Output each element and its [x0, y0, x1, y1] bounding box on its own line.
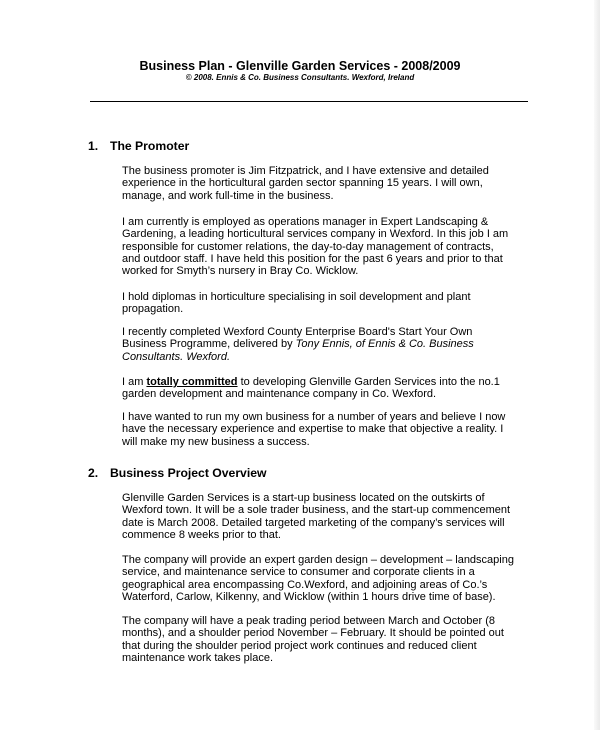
- paragraph-line: [122, 338, 532, 350]
- page-edge-shadow: [594, 0, 600, 730]
- paragraph-line: Waterford, Carlow, Kilkenny, and Wicklow (within 1 hours drive time of base).: [122, 590, 496, 603]
- paragraph-line: I have wanted to run my own business for a number of years and believe I now: [122, 411, 506, 423]
- paragraph-line: The company will have a peak trading period between March and October (8: [122, 615, 495, 627]
- paragraph: [122, 165, 532, 202]
- paragraph-line: date is March 2008. Detailed targeted marketing of the company’s services will: [122, 516, 505, 529]
- paragraph-line: I recently completed Wexford County Enterprise Board's Start Your Own: [122, 326, 473, 338]
- paragraph-line: maintenance work takes place.: [122, 651, 274, 664]
- paragraph: [122, 291, 532, 316]
- section-title: Business Project Overview: [110, 466, 267, 480]
- paragraph-line: service, and maintenance service to consumer and corporate clients in a: [122, 566, 475, 579]
- paragraph-line: will make my new business a success.: [122, 435, 310, 448]
- paragraph-line: Glenville Garden Services is a start-up business located on the outskirts of: [122, 492, 485, 504]
- paragraph: [122, 615, 532, 664]
- paragraph: [122, 492, 532, 541]
- document-title: Business Plan - Glenville Garden Services - 2008/2009: [139, 59, 461, 73]
- paragraph-line: propagation.: [122, 303, 184, 316]
- plain-text: to developing Glenville Garden Services into the no.1: [237, 376, 500, 388]
- paragraph-line: I am currently is employed as operations manager in Expert Landscaping &: [122, 216, 489, 228]
- paragraph-line: garden development and maintenance company in Co. Wexford.: [122, 388, 437, 401]
- plain-text: I am: [122, 376, 147, 388]
- plain-text: Business Programme, delivered by: [122, 338, 296, 351]
- section-heading-promoter: [88, 139, 189, 153]
- paragraph: [122, 216, 532, 277]
- paragraph-line: have the necessary experience and expertise to make that objective a reality. I: [122, 423, 504, 436]
- italic-text: Tony Ennis, of Ennis & Co. Business: [295, 338, 474, 351]
- paragraph-line: experience in the horticultural garden sector spanning 15 years. I will own,: [122, 177, 483, 190]
- document-subtitle: © 2008. Ennis & Co. Business Consultants. Wexford, Ireland: [185, 73, 415, 82]
- paragraph-line: responsible for customer relations, the day-to-day management of contracts,: [122, 240, 494, 253]
- section-heading-overview: [88, 466, 266, 480]
- emphasis-text: totally committed: [146, 376, 238, 388]
- section-number: 1.: [88, 139, 99, 153]
- paragraph-line: The company will provide an expert garden design – development – landscaping: [122, 554, 514, 566]
- paragraph-line: commence 8 weeks prior to that.: [122, 528, 281, 541]
- paragraph: [122, 376, 532, 401]
- paragraph-line: Gardening, a leading horticultural services company in Wexford. In this job I am: [122, 228, 509, 241]
- header-divider: [90, 101, 528, 102]
- section-number: 2.: [88, 466, 99, 480]
- paragraph-line: that during the shoulder period project work continues and reduced client: [122, 639, 477, 652]
- paragraph-line: Consultants. Wexford.: [122, 350, 231, 363]
- paragraph: [122, 554, 532, 603]
- paragraph-line: worked for Smyth’s nursery in Bray Co. Wicklow.: [122, 265, 359, 278]
- paragraph-line: manage, and work full-time in the business.: [122, 189, 334, 202]
- paragraph: [122, 411, 532, 448]
- paragraph-line: [122, 376, 532, 388]
- paragraph-line: I hold diplomas in horticulture specialising in soil development and plant: [122, 291, 471, 303]
- paragraph: [122, 326, 532, 363]
- paragraph-line: The business promoter is Jim Fitzpatrick, and I have extensive and detailed: [122, 165, 489, 177]
- paragraph-line: geographical area encompassing Co.Wexford, and adjoining areas of Co.’s: [122, 578, 488, 591]
- section-title: The Promoter: [110, 139, 190, 153]
- paragraph-line: and outdoor staff. I have held this position for the past 6 years and prior to that: [122, 252, 503, 265]
- paragraph-line: Wexford town. It will be a sole trader business, and the start-up commencement: [122, 504, 511, 517]
- paragraph-line: months), and a shoulder period November – February. It should be pointed out: [122, 627, 504, 640]
